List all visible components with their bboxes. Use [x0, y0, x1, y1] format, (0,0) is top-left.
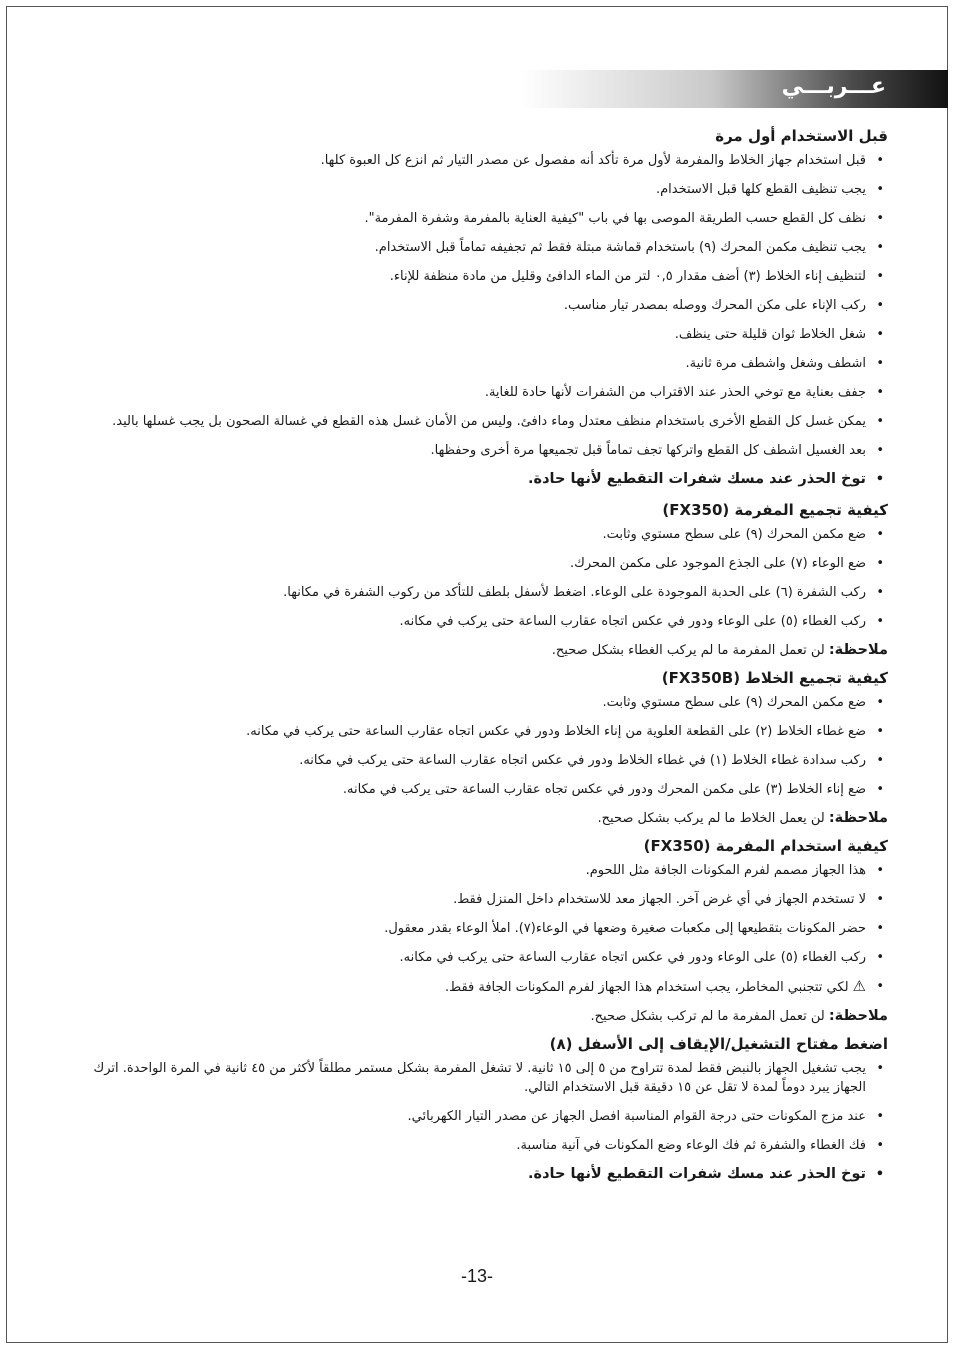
warning-item: • توخ الحذر عند مسك شفرات التقطيع لأنها حادة. — [528, 471, 884, 487]
section-title-before-use: قبل الاستخدام أول مرة — [715, 127, 888, 145]
bullet-icon: • — [876, 414, 884, 429]
list-item: • ضع إناء الخلاط (٣) على مكمن المحرك ودور في عكس تجاه عقارب الساعة حتى يركب في مكانه. — [342, 782, 884, 797]
bullet-icon: • — [876, 556, 884, 571]
note-blender: ملاحظة: لن يعمل الخلاط ما لم يركب بشكل صحيح. — [597, 810, 888, 826]
bullet-icon: • — [876, 182, 884, 197]
list-item: • هذا الجهاز مصمم لفرم المكونات الجافة مثل اللحوم. — [585, 863, 884, 878]
bullet-icon: • — [876, 753, 884, 768]
list-item: • يجب تنظيف القطع كلها قبل الاستخدام. — [655, 182, 884, 197]
language-label: عـــربـــي — [781, 74, 886, 99]
note-label: ملاحظة: — [828, 1008, 888, 1024]
note-chopper: ملاحظة: لن تعمل المفرمة ما لم يركب الغطاء بشكل صحيح. — [551, 642, 888, 658]
list-item: • اشطف وشغل واشطف مرة ثانية. — [685, 356, 884, 371]
bullet-icon: • — [876, 211, 884, 226]
bullet-icon: • — [876, 724, 884, 739]
list-item: • لتنظيف إناء الخلاط (٣) أضف مقدار ٠,٥ لتر من الماء الدافئ وقليل من مادة منظفة للإناء. — [389, 269, 884, 284]
warning-triangle-icon: ⚠ — [852, 977, 866, 995]
list-item: • شغل الخلاط ثوان قليلة حتى ينظف. — [674, 327, 884, 342]
warning-item: • توخ الحذر عند مسك شفرات التقطيع لأنها حادة. — [528, 1166, 884, 1182]
bullet-icon: • — [876, 863, 884, 878]
list-item: • حضر المكونات بتقطيعها إلى مكعبات صغيرة وضعها في الوعاء(٧). املأ الوعاء بقدر معقول. — [384, 921, 884, 936]
assemble-chopper-list — [92, 525, 888, 631]
list-item: • لا تستخدم الجهاز في أي غرض آخر. الجهاز معد للاستخدام داخل المنزل فقط. — [453, 892, 884, 907]
list-item: • فك الغطاء والشفرة ثم فك الوعاء وضع المكونات في آنية مناسبة. — [516, 1138, 884, 1153]
bullet-icon: • — [876, 950, 884, 965]
section-title-use-chopper: كيفية استخدام المفرمة (FX350) — [643, 837, 888, 855]
bullet-icon: • — [876, 782, 884, 797]
bullet-icon: • — [876, 527, 884, 542]
list-item: • ركب الغطاء (٥) على الوعاء ودور في عكس اتجاه عقارب الساعة حتى يركب في مكانه. — [399, 614, 884, 629]
switch-list — [92, 1059, 888, 1184]
list-item: • عند مزج المكونات حتى درجة القوام المناسبة افصل الجهاز عن مصدر التيار الكهربائي. — [407, 1109, 884, 1124]
list-item: • جفف بعناية مع توخي الحذر عند الاقتراب من الشفرات لأنها حادة للغاية. — [484, 385, 884, 400]
note-label: ملاحظة: — [828, 810, 888, 826]
use-chopper-list — [92, 861, 888, 997]
section-title-assemble-blender: كيفية تجميع الخلاط (FX350B) — [661, 669, 888, 687]
bullet-icon: • — [876, 269, 884, 284]
list-item: • بعد الغسيل اشطف كل القطع واتركها تجف تماماً قبل تجميعها مرة أخرى وحفظها. — [430, 443, 884, 458]
bullet-icon: • — [876, 153, 884, 168]
list-item: • ضع مكمن المحرك (٩) على سطح مستوي وثابت. — [602, 695, 884, 710]
bullet-icon: • — [876, 327, 884, 342]
list-item: • نظف كل القطع حسب الطريقة الموصى بها في باب "كيفية العناية بالمفرمة وشفرة المفرمة". — [364, 211, 884, 226]
section-title-assemble-chopper: كيفية تجميع المفرمة (FX350) — [662, 501, 888, 519]
bullet-icon: • — [876, 585, 884, 600]
list-item: • يمكن غسل كل القطع الأخرى باستخدام منظف معتدل وماء دافئ. وليس من الأمان غسل هذه القطع في غسالة الصحون بل يجب غسلها باليد. — [112, 414, 884, 429]
bullet-icon: • — [876, 356, 884, 371]
section-title-switch: اضغط مفتاح التشغيل/الإيقاف إلى الأسفل (٨) — [549, 1035, 888, 1053]
bullet-icon: • — [876, 921, 884, 936]
page-content — [92, 118, 888, 1194]
assemble-blender-list — [92, 693, 888, 799]
page-number: -13- — [460, 1266, 493, 1286]
bullet-icon: • — [876, 385, 884, 400]
list-item: • ركب الإناء على مكن المحرك ووصله بمصدر تيار مناسب. — [563, 298, 884, 313]
bullet-icon: • — [876, 298, 884, 313]
bullet-icon: • — [876, 892, 884, 907]
list-item: • ركب الشفرة (٦) على الحدبة الموجودة على الوعاء. اضغط لأسفل بلطف للتأكد من ركوب الشفرة في مكانها. — [283, 585, 884, 600]
note-use-chopper: ملاحظة: لن تعمل المفرمة ما لم تركب بشكل صحيح. — [590, 1008, 888, 1024]
language-header-band — [520, 70, 948, 108]
list-item: • ركب الغطاء (٥) على الوعاء ودور في عكس اتجاه عقارب الساعة حتى يركب في مكانه. — [399, 950, 884, 965]
list-item: • قبل استخدام جهاز الخلاط والمفرمة لأول مرة تأكد أنه مفصول عن مصدر التيار ثم انزع كل العبوة كلها. — [320, 153, 884, 168]
bullet-icon: • — [876, 1109, 884, 1124]
bullet-icon: • — [876, 979, 884, 994]
bullet-icon: • — [876, 614, 884, 629]
list-item: • ركب سدادة غطاء الخلاط (١) في غطاء الخلاط ودور في عكس اتجاه عقارب الساعة حتى يركب في مكانه. — [299, 753, 884, 768]
bullet-icon: • — [876, 1061, 884, 1076]
bullet-icon: • — [875, 1167, 884, 1182]
bullet-icon: • — [875, 472, 884, 487]
list-item: • ضع غطاء الخلاط (٢) على القطعة العلوية من إناء الخلاط ودور في عكس اتجاه عقارب الساعة حتى يركب في مكانه. — [246, 724, 884, 739]
bullet-icon: • — [876, 695, 884, 710]
bullet-icon: • — [876, 240, 884, 255]
bullet-icon: • — [876, 1138, 884, 1153]
list-item: • ضع الوعاء (٧) على الجذع الموجود على مكمن المحرك. — [569, 556, 884, 571]
list-item: • يجب تنظيف مكمن المحرك (٩) باستخدام قماشة مبتلة فقط ثم تجفيفه تماماً قبل الاستخدام. — [374, 240, 884, 255]
list-item: • ضع مكمن المحرك (٩) على سطح مستوي وثابت. — [602, 527, 884, 542]
list-item: • ⚠لكي تتجنبي المخاطر، يجب استخدام هذا الجهاز لفرم المكونات الجافة فقط. — [444, 977, 884, 995]
list-item: • يجب تشغيل الجهاز بالنبض فقط لمدة تتراوح من ٥ إلى ١٥ ثانية. لا تشغل المفرمة بشكل مستمر مطلقاً لأكثر من ٤٥ ثانية في المرة الواحدة. اترك الجهاز يبرد دوماً لمدة لا تقل عن ١٥ دقيقة قبل الاستخدام التالي. — [93, 1061, 884, 1095]
before-use-list — [92, 151, 888, 489]
note-label: ملاحظة: — [828, 642, 888, 658]
bullet-icon: • — [876, 443, 884, 458]
